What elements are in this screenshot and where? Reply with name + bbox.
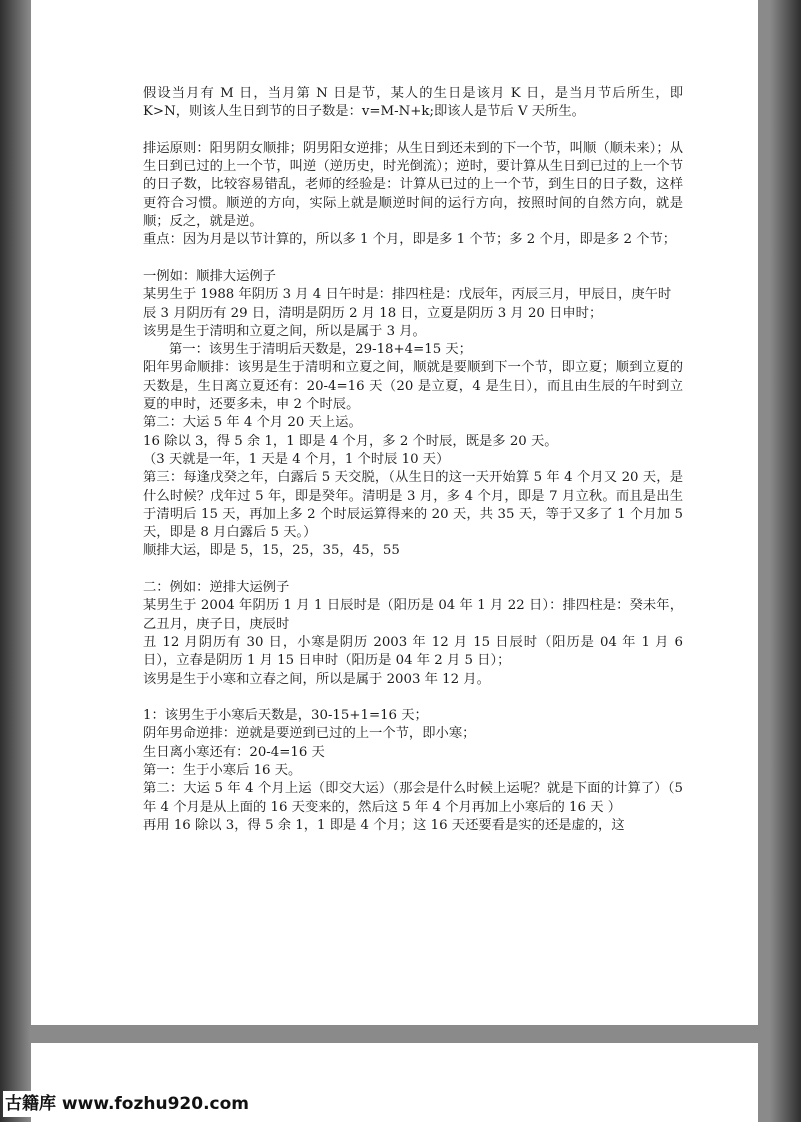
paragraph-line: 某男生于 2004 年阴历 1 月 1 日辰时是（阳历是 04 年 1 月 22 日）：排四柱是：癸未年，乙丑月，庚子日，庚辰时: [143, 598, 683, 632]
paragraph-line: 第一：生于小寒后 16 天。: [143, 762, 302, 778]
paragraph-line: 1：该男生于小寒后天数是，30-15+1=16 天；: [143, 708, 428, 724]
paragraph-spacer: [143, 250, 683, 268]
paragraph-line: 阳年男命顺排：该男是生于清明和立夏之间，顺就是要顺到下一个节，即立夏；顺到立夏的天数是，生日离立夏还有：20-4=16 天（20 是立夏，4 是生日），而且由生辰的午时到立夏的申时，还要多未，申 2 个时辰。: [143, 360, 683, 413]
paragraph-line: 顺排大运，即是 5，15，25，35，45，55: [143, 543, 400, 559]
paragraph-line: 该男是生于清明和立夏之间，所以是属于 3 月。: [143, 323, 426, 339]
paragraph-spacer: [143, 689, 683, 707]
paragraph-spacer: [143, 122, 683, 140]
paragraph-line: 辰 3 月阴历有 29 日，清明是阴历 2 月 18 日，立夏是阴历 3 月 20 日申时；: [143, 305, 603, 321]
paragraph-line: 第二：大运 5 年 4 个月上运（即交大运）（那会是什么时候上运呢？就是下面的计算了）（5 年 4 个月是从上面的 16 天变来的，然后这 5 年 4 个月再加上小寒后的 16 天 ）: [143, 781, 683, 815]
paragraph-line: 第三：每逢戊癸之年，白露后 5 天交脱，（从生日的这一天开始算 5 年 4 个月又 20 天，是什么时候？戊年过 5 年，即是癸年。清明是 3 月，多 4 个月，即是 7 月立秋。而且是出生于清明后 15 天，再加上多 2 个时辰运算得来的 20 天，共 35 天，等于又多了 1 个月加 5 天，即是 8 月白露后 5 天。）: [143, 470, 683, 541]
paragraph-line: 生日离小寒还有：20-4=16 天: [143, 744, 325, 760]
paragraph-intro: 假设当月有 M 日，当月第 N 日是节，某人的生日是该月 K 日，是当月节后所生，即 K>N，则该人生日到节的日子数是：v=M-N+k;即该人是节后 V 天所生。: [143, 86, 683, 120]
paragraph-line: 再用 16 除以 3，得 5 余 1，1 即是 4 个月；这 16 天还要看是实的还是虚的，这: [143, 817, 625, 833]
paragraph-line: 阴年男命逆排：逆就是要逆到已过的上一个节，即小寒；: [143, 726, 476, 742]
document-page: [31, 0, 758, 1025]
paragraph-line: 第二：大运 5 年 4 个月 20 天上运。: [143, 415, 362, 431]
paragraph-line: 第一：该男生于清明后天数是，29-18+4=15 天；: [169, 342, 472, 358]
section-heading-reverse: 二：例如：逆排大运例子: [143, 580, 290, 596]
section-heading-forward: 一例如：顺排大运例子: [143, 268, 276, 284]
paragraph-spacer: [143, 561, 683, 579]
site-watermark: 古籍库 www.fozhu920.com: [3, 1091, 253, 1117]
paragraph-principle: 排运原则：阳男阴女顺排；阴男阳女逆排；从生日到还未到的下一个节，叫顺（顺未来）；从生日到已过的上一个节，叫逆（逆历史，时光倒流）；逆时，要计算从生日到已过的上一个节的日子数，比较容易错乱，老师的经验是：计算从已过的上一个节，到生日的日子数，这样更符合习惯。顺逆的方向，实际上就是顺逆时间的运行方向，按照时间的自然方向，就是顺；反之，就是逆。: [143, 140, 683, 230]
paragraph-line: （3 天就是一年，1 天是 4 个月，1 个时辰 10 天）: [143, 451, 450, 467]
paragraph-key-point: 重点：因为月是以节计算的，所以多 1 个月，即是多 1 个节；多 2 个月，即是多 2 个节；: [143, 232, 677, 248]
paragraph-line: 某男生于 1988 年阴历 3 月 4 日午时是：排四柱是：戊辰年，丙辰三月，甲辰日，庚午时: [143, 287, 672, 303]
paragraph-line: 16 除以 3，得 5 余 1，1 即是 4 个月，多 2 个时辰，既是多 20 天。: [143, 433, 558, 449]
document-body: [143, 85, 683, 835]
paragraph-line: 丑 12 月阴历有 30 日，小寒是阴历 2003 年 12 月 15 日辰时（阳历是 04 年 1 月 6 日），立春是阴历 1 月 15 日申时（阳历是 04 年 2 月 5 日）；: [143, 634, 683, 669]
paragraph-line: 该男是生于小寒和立春之间，所以是属于 2003 年 12 月。: [143, 671, 490, 687]
